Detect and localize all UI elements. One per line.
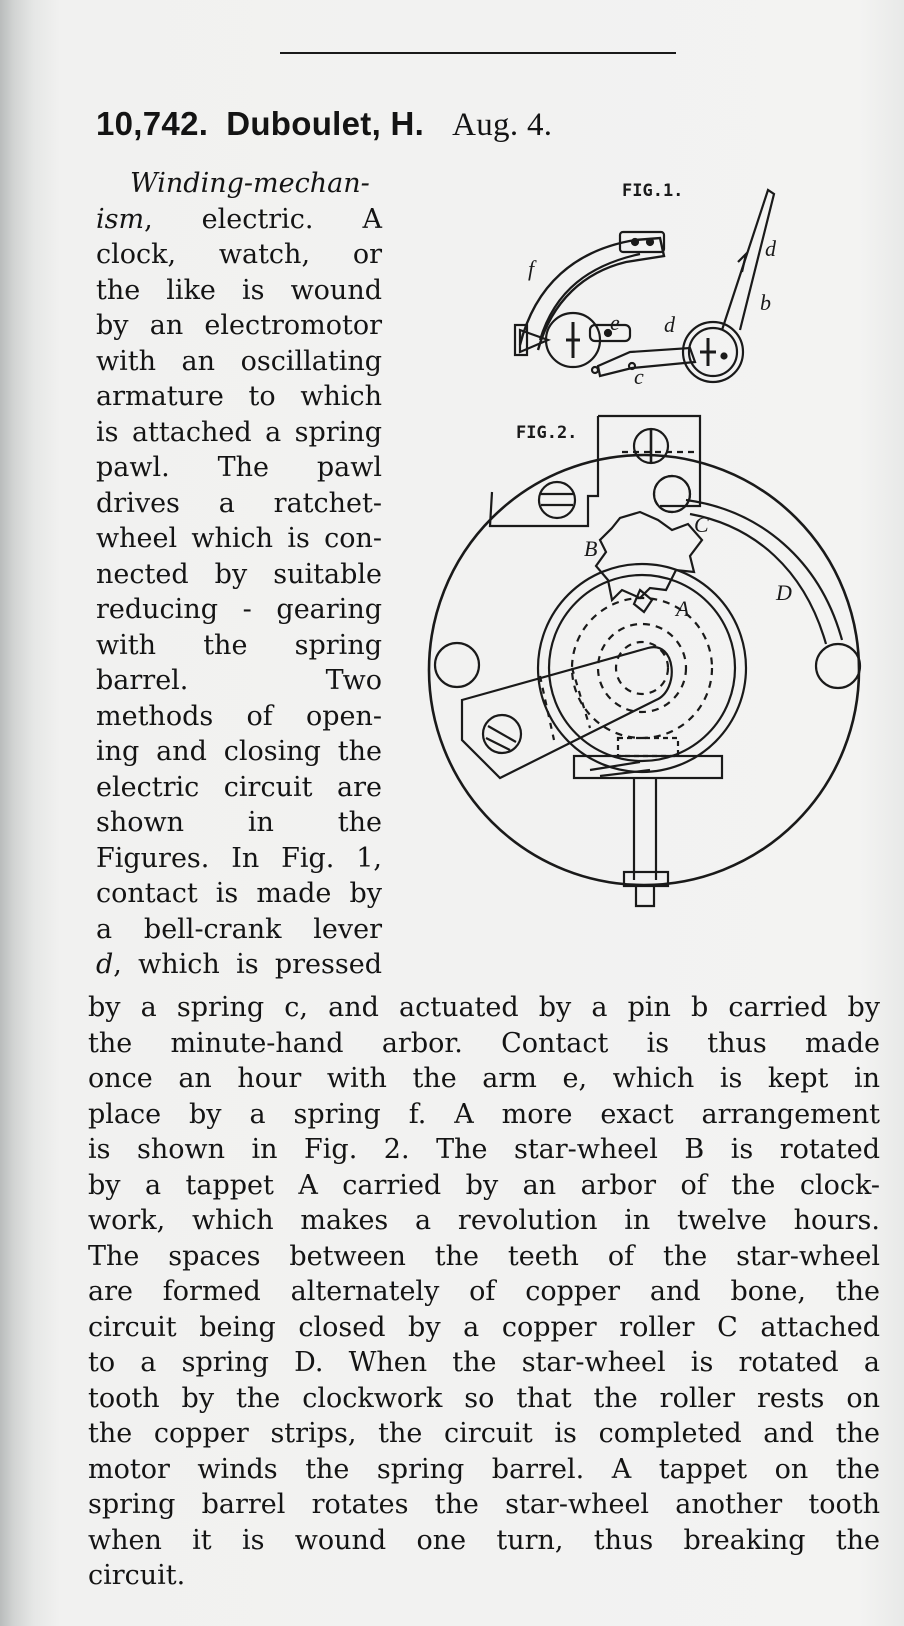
inventor-name: Duboulet, H. — [226, 105, 425, 142]
text-line: electric circuit are — [96, 771, 382, 803]
text-line: clock, watch, or — [96, 239, 382, 270]
text-line: barrel. Two — [96, 665, 382, 696]
text-line: contact is made by — [96, 878, 382, 909]
text-span: , which is pressed — [113, 949, 382, 980]
fig1-letter-f: f — [528, 256, 535, 281]
text-line: motor winds the spring barrel. A tappet on the — [88, 1453, 880, 1485]
italic-text: d — [96, 949, 114, 980]
italic-text: ism — [96, 203, 145, 235]
italic-text: Winding-mechan- — [130, 168, 370, 199]
fig1-letter-d-mid: d — [664, 312, 675, 337]
fig1-letter-b: b — [760, 290, 771, 315]
text-line: Figures. In Fig. 1, — [96, 842, 382, 874]
text-line: tooth by the clockwork so that the roller rests on — [88, 1382, 880, 1414]
text-line: drives a ratchet- — [96, 487, 382, 519]
text-line: is shown in Fig. 2. The star-wheel B is rotated — [88, 1134, 880, 1165]
text-line: circuit. — [88, 1560, 186, 1591]
figure-1-drawing — [515, 181, 777, 389]
patent-number: 10,742. — [96, 105, 209, 142]
text-line: a bell-crank lever — [96, 913, 382, 945]
text-line: wheel which is con- — [96, 523, 382, 554]
text-line: place by a spring f. A more exact arrangement — [88, 1098, 880, 1130]
fig2-letter-C: C — [694, 512, 709, 537]
text-line: once an hour with the arm e, which is kept in — [88, 1063, 880, 1094]
fig1-label: FIG.1. — [622, 181, 684, 201]
text-line: is attached a spring — [96, 416, 382, 448]
fig2-label: FIG.2. — [516, 423, 578, 443]
text-line: with an oscillating — [96, 345, 382, 377]
text-line: by an electromotor — [96, 310, 382, 341]
text-line: ing and closing the — [96, 736, 382, 767]
figure-2-drawing — [429, 416, 860, 906]
text-line: when it is wound one turn, thus breaking the — [88, 1524, 880, 1556]
text-line: methods of open- — [96, 700, 382, 732]
text-line: circuit being closed by a copper roller C attached — [88, 1311, 880, 1343]
fig2-letter-D: D — [776, 580, 792, 605]
text-line: the minute-hand arbor. Contact is thus made — [88, 1027, 880, 1059]
text-line: the like is wound — [96, 274, 382, 306]
text-line: The spaces between the teeth of the star-wheel — [88, 1240, 880, 1272]
fig1-letter-d-top: d — [765, 236, 776, 261]
text-line: by a spring c, and actuated by a pin b carried by — [88, 992, 880, 1023]
fig1-letter-e: e — [610, 310, 620, 335]
fig2-letter-B: B — [584, 536, 598, 561]
text-line: nected by suitable — [96, 558, 382, 590]
patent-date: Aug. 4. — [452, 107, 553, 143]
text-span: , electric. A — [144, 203, 382, 235]
fig1-letter-c: c — [634, 364, 644, 389]
text-line: armature to which — [96, 381, 382, 412]
text-line: by a tappet A carried by an arbor of the clock- — [88, 1169, 880, 1201]
text-line: work, which makes a revolution in twelve hours. — [88, 1205, 880, 1236]
text-line: are formed alternately of copper and bone, the — [88, 1276, 880, 1307]
text-line: shown in the — [96, 807, 382, 838]
fig2-letter-A: A — [676, 596, 690, 621]
text-line: pawl. The pawl — [96, 452, 382, 483]
text-line: reducing - gearing — [96, 594, 382, 625]
text-line: the copper strips, the circuit is completed and the — [88, 1418, 880, 1449]
text-line: spring barrel rotates the star-wheel another tooth — [88, 1489, 880, 1520]
text-line: with the spring — [96, 629, 382, 661]
text-line: to a spring D. When the star-wheel is rotated a — [88, 1347, 880, 1378]
